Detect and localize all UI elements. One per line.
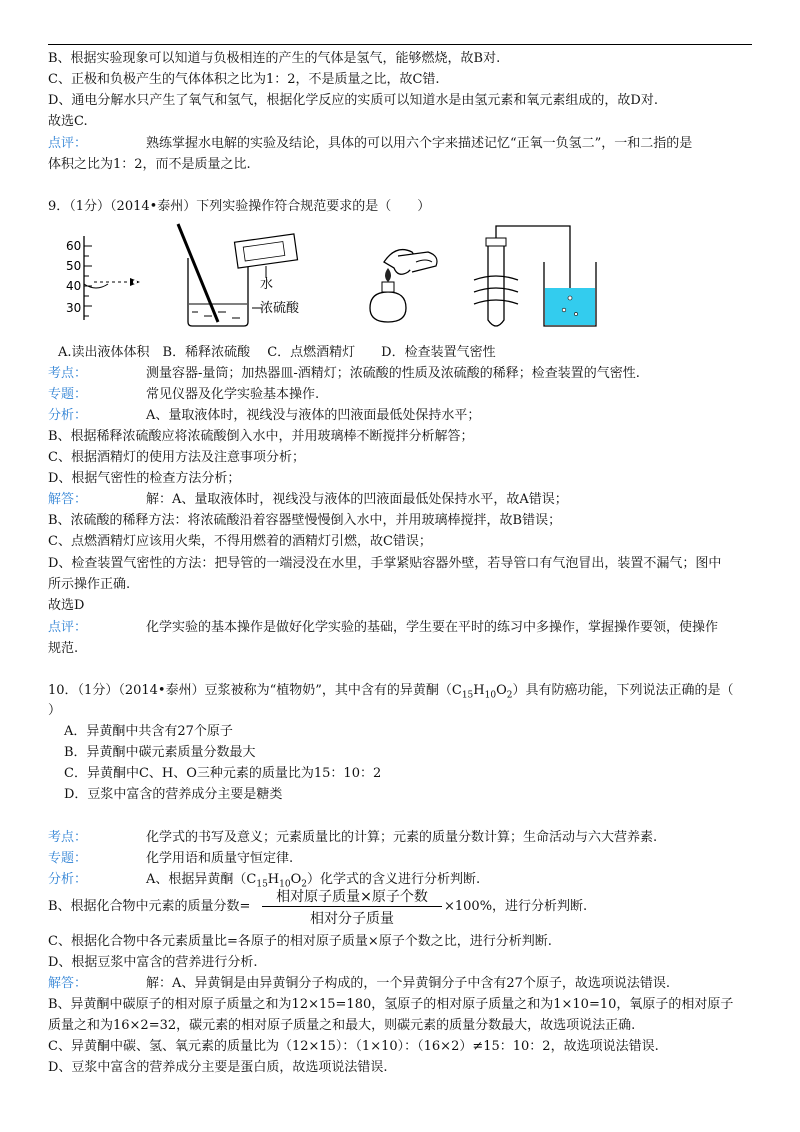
label-water: 水 (260, 277, 274, 292)
q10-option-d: D．豆浆中富含的营养成分主要是糖类 (64, 787, 283, 802)
q9-fenxi-d: D、根据气密性的检查方法分析； (48, 471, 241, 486)
airtightness-check-figure (474, 226, 596, 326)
header-rule (48, 44, 752, 45)
q8-line-d: D、通电分解水只产生了氧气和氢气，根据化学反应的实质可以知道水是由氢元素和氧元素组成的，故D对. (48, 93, 658, 108)
q10-option-a: A．异黄酮中共含有27个原子 (64, 724, 233, 739)
q10-jieda-c: C、异黄酮中碳、氢、氧元素的质量比为（12×15）：（1×10）：（16×2）≠15：10：2，故选项说法错误. (48, 1039, 659, 1054)
q8-review-label: 点评： (48, 136, 88, 151)
q10-fenxi-b-pre: B、根据化合物中元素的质量分数= (48, 899, 251, 914)
q9-jieda-a: 解：A、量取液体时，视线没与液体的凹液面最低处保持水平，故A错误； (146, 492, 568, 507)
q9-figures (48, 222, 608, 332)
q10-stem: 10．（1分）（2014•泰州）豆浆被称为“植物奶”，其中含有的异黄酮$(C_{15}H_{10}O_2)$具有防癌功能，下列说法正确的是（ (48, 683, 734, 701)
q10-jieda-label: 解答： (48, 976, 88, 991)
q9-answer: 故选D (48, 598, 85, 613)
q10-zhuanti: 化学用语和质量守恒定律. (146, 851, 294, 866)
q10-fenxi-a: A、根据异黄酮$(C_{15}H_{10}O_2)$化学式的含义进行分析判断. (146, 872, 481, 890)
formula-denominator: 相对分子质量 (310, 911, 394, 927)
q8-line-c: C、正极和负极产生的气体体积之比为1：2，不是质量之比，故C错. (48, 72, 440, 87)
q10-fenxi-b-post: ×100%，进行分析判断. (444, 899, 588, 914)
q8-line-b: B、根据实验现象可以知道与负极相连的产生的气体是氢气，能够燃烧，故B对. (48, 51, 501, 66)
q10-jieda-a: 解：A、异黄铜是由异黄铜分子构成的，一个异黄铜分子中含有27个原子，故选项说法错误. (146, 976, 671, 991)
label-concentrated-sulfuric-acid: 浓硫酸 (260, 301, 300, 316)
q9-dianping-label: 点评： (48, 620, 88, 635)
q10-jieda-b1: B、异黄酮中碳原子的相对原子质量之和为12×15=180，氢原子的相对原子质量之和为1×10=10，氧原子的相对原子 (48, 997, 734, 1012)
q9-options: A.读出液体体积 B．稀释浓硫酸 C．点燃酒精灯 D．检查装置气密性 (58, 345, 496, 360)
q9-jieda-d2: 所示操作正确. (48, 577, 131, 592)
q8-answer: 故选C. (48, 114, 88, 129)
tick-40: 40 (66, 279, 82, 293)
q9-zhuanti: 常见仪器及化学实验基本操作. (146, 387, 320, 402)
alcohol-lamp-figure (370, 250, 437, 322)
q9-jieda-label: 解答： (48, 492, 88, 507)
mass-fraction-formula (262, 886, 442, 926)
tick-60: 60 (66, 239, 82, 253)
q8-review-line1: 熟练掌握水电解的实验及结论，具体的可以用六个字来描述记忆“正氧一负氢二”，一和二指的是 (146, 136, 693, 151)
q9-stem: 9．（1分）（2014•泰州）下列实验操作符合规范要求的是（ ） (48, 199, 431, 214)
q9-zhuanti-label: 专题： (48, 387, 88, 402)
q9-kaodian: 测量容器-量筒；加热器皿-酒精灯；浓硫酸的性质及浓硫酸的稀释；检查装置的气密性. (146, 366, 640, 381)
q10-fenxi-label: 分析： (48, 872, 88, 887)
q9-jieda-c: C、点燃酒精灯应该用火柴，不得用燃着的酒精灯引燃，故C错误； (48, 534, 432, 549)
q9-fenxi-label: 分析： (48, 408, 88, 423)
q9-dianping-2: 规范. (48, 641, 79, 656)
fraction-bar (262, 906, 442, 907)
tick-50: 50 (66, 259, 82, 273)
q10-option-c: C．异黄酮中C、H、O三种元素的质量比为15：10：2 (64, 766, 382, 781)
q10-fenxi-d: D、根据豆浆中富含的营养进行分析. (48, 955, 258, 970)
q10-jieda-b2: 质量之和为16×2=32，碳元素的相对原子质量之和最大，则碳元素的质量分数最大，故选项说法正确. (48, 1018, 636, 1033)
q9-jieda-d1: D、检查装置气密性的方法：把导管的一端浸没在水里，手掌紧贴容器外壁，若导管口有气泡冒出，装置不漏气；图中 (48, 556, 722, 571)
formula-numerator: 相对原子质量×原子个数 (276, 889, 428, 905)
q10-stem-end: ） (48, 703, 62, 718)
q9-fenxi-a: A、量取液体时，视线没与液体的凹液面最低处保持水平； (146, 408, 481, 423)
q8-review-line2: 体积之比为1：2，而不是质量之比. (48, 157, 251, 172)
q10-fenxi-c: C、根据化合物中各元素质量比=各原子的相对原子质量×原子个数之比，进行分析判断. (48, 934, 552, 949)
q10-kaodian-label: 考点： (48, 830, 88, 845)
q9-fenxi-b: B、根据稀释浓硫酸应将浓硫酸倒入水中，并用玻璃棒不断搅拌分析解答； (48, 429, 474, 444)
water-fill (545, 288, 595, 325)
q10-kaodian: 化学式的书写及意义；元素质量比的计算；元素的质量分数计算；生命活动与六大营养素. (146, 830, 658, 845)
q9-fenxi-c: C、根据酒精灯的使用方法及注意事项分析； (48, 450, 305, 465)
q9-kaodian-label: 考点： (48, 366, 88, 381)
beaker-dilution-figure (178, 224, 300, 326)
q10-option-b: B．异黄酮中碳元素质量分数最大 (64, 745, 256, 760)
q9-jieda-b: B、浓硫酸的稀释方法：将浓硫酸沿着容器壁慢慢倒入水中，并用玻璃棒搅拌，故B错误； (48, 513, 562, 528)
q10-jieda-d: D、豆浆中富含的营养成分主要是蛋白质，故选项说法错误. (48, 1060, 388, 1075)
tick-30: 30 (66, 301, 82, 315)
graduated-cylinder-figure (66, 236, 140, 320)
q9-dianping-1: 化学实验的基本操作是做好化学实验的基础，学生要在平时的练习中多操作，掌握操作要领，使操作 (146, 620, 719, 635)
q10-zhuanti-label: 专题： (48, 851, 88, 866)
